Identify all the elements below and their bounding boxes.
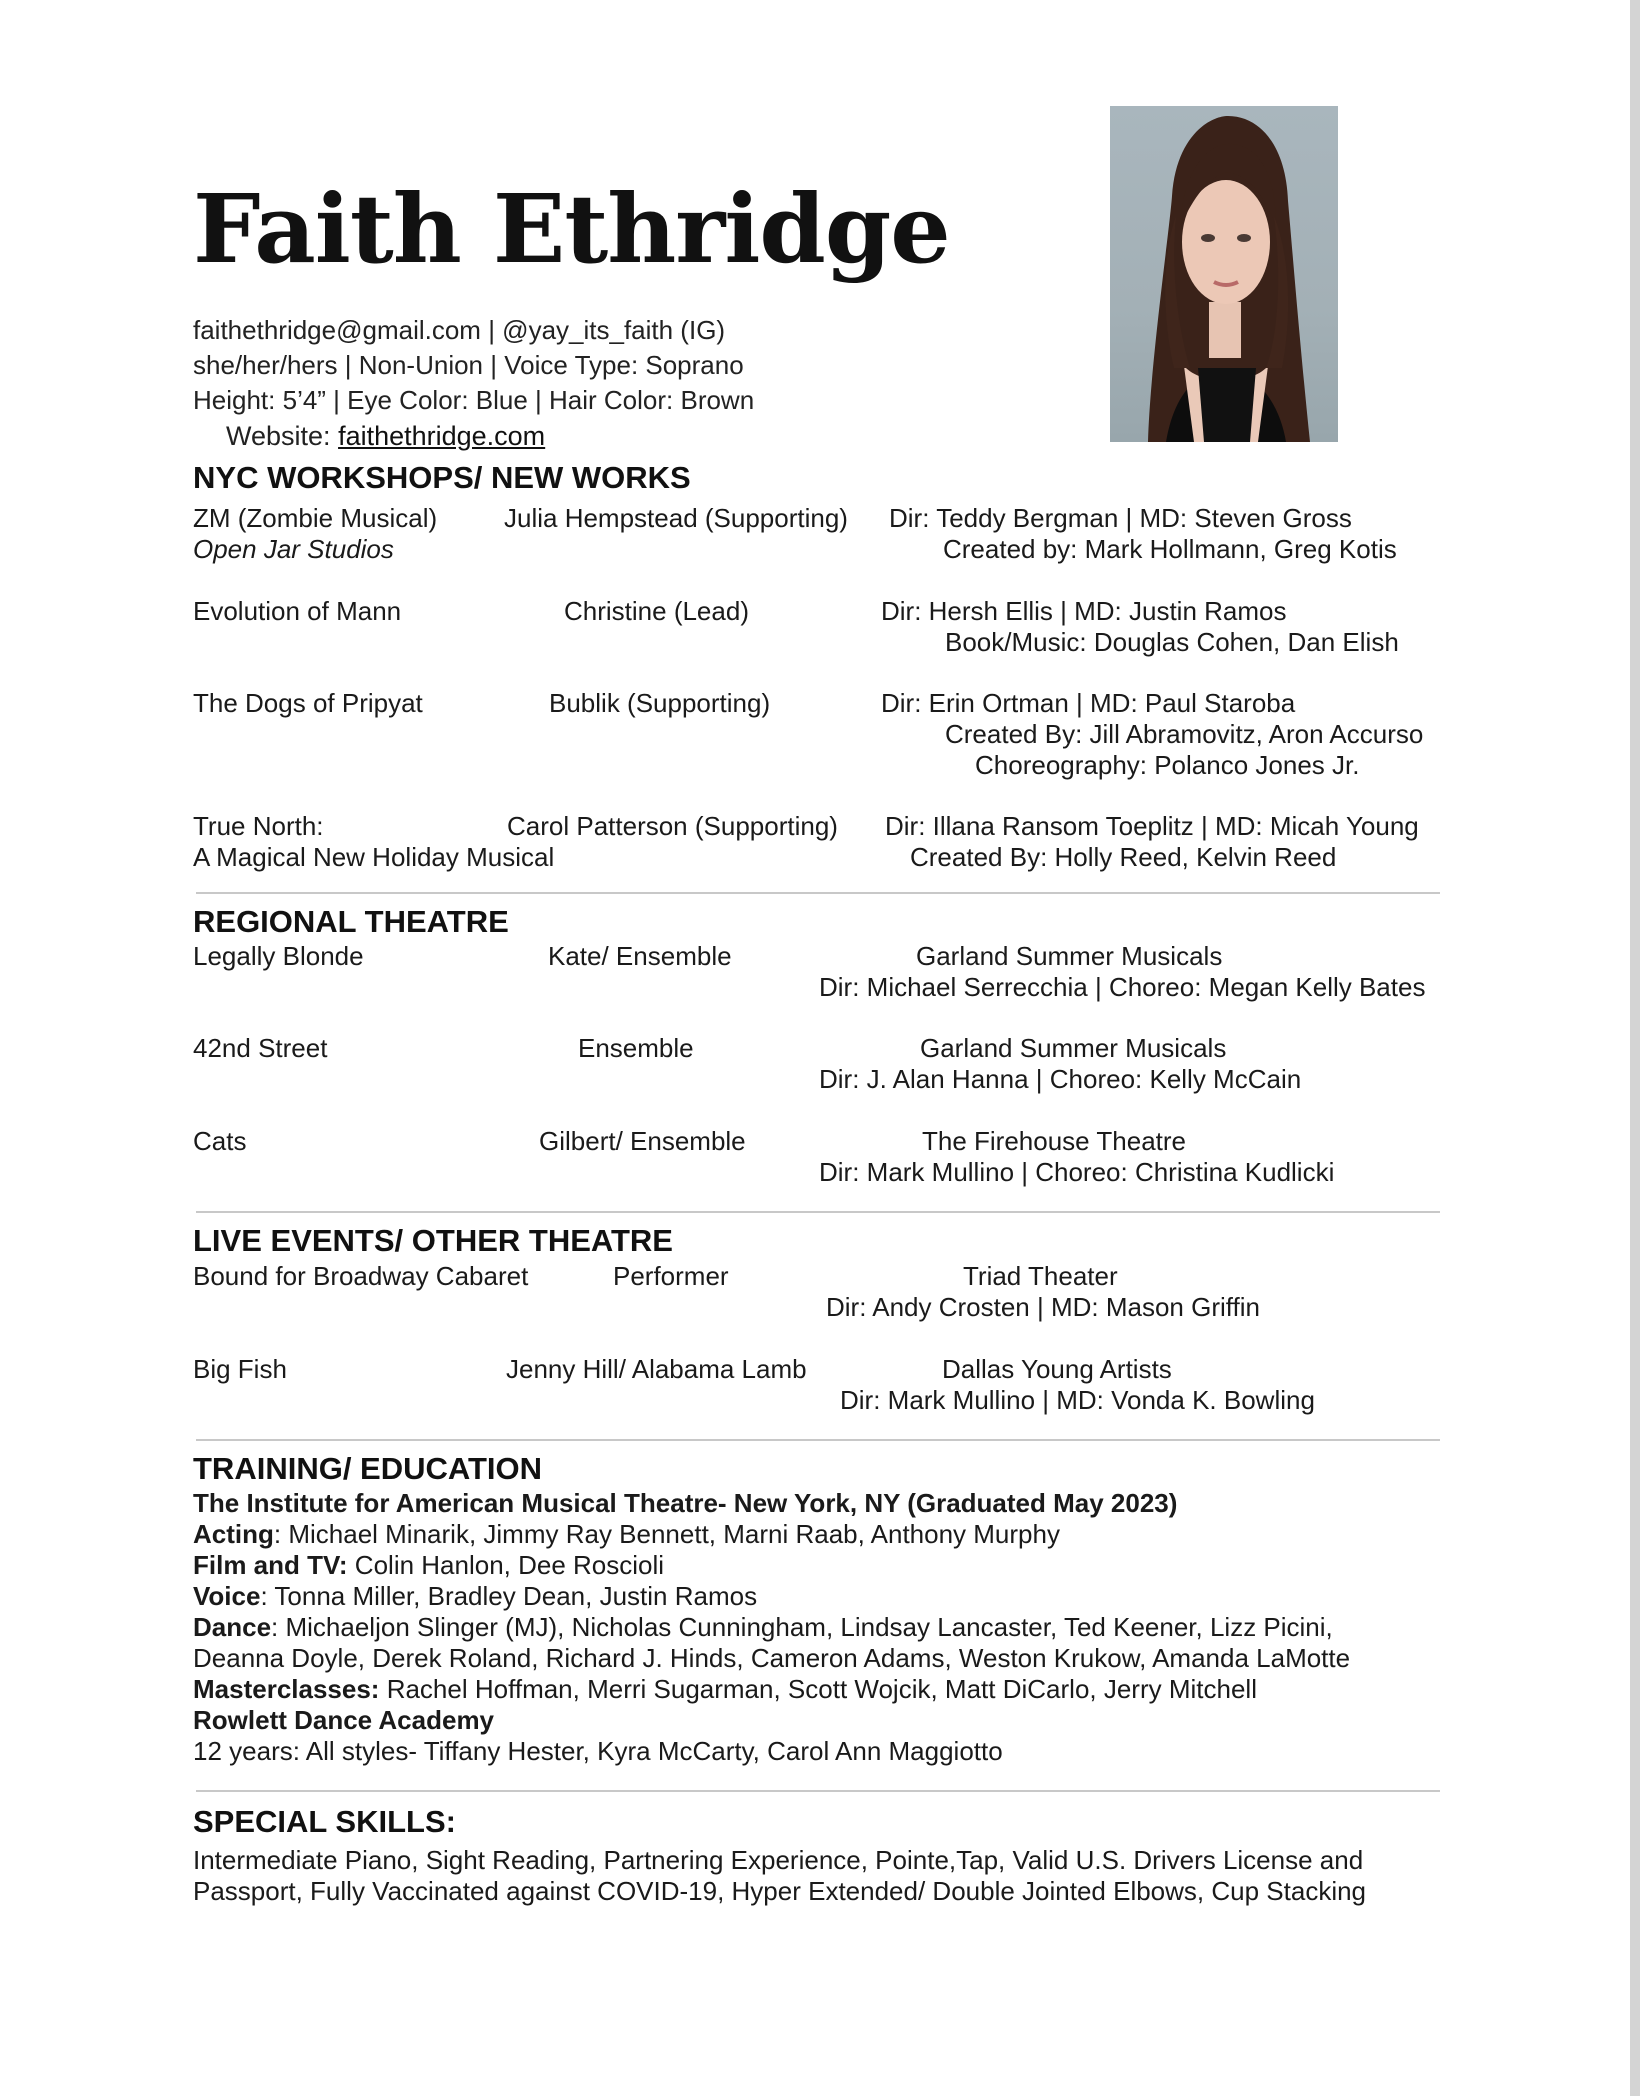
training-acting	[193, 1521, 1060, 1547]
section-divider	[196, 1439, 1440, 1441]
credit-venue: Triad Theater	[963, 1261, 1118, 1291]
website-line	[226, 423, 545, 450]
section-divider	[196, 1211, 1440, 1213]
credit-venue: The Firehouse Theatre	[922, 1126, 1186, 1156]
credit-subtitle: Open Jar Studios	[193, 534, 394, 564]
training-dance-years: 12 years: All styles- Tiffany Hester, Kyra McCarty, Carol Ann Maggiotto	[193, 1736, 1003, 1766]
credit-venue: Garland Summer Musicals	[920, 1033, 1227, 1063]
credit-role: Julia Hempstead (Supporting)	[504, 503, 848, 533]
headshot-photo	[1110, 106, 1338, 442]
training-teachers: : Michael Minarik, Jimmy Ray Bennett, Marni Raab, Anthony Murphy	[273, 1519, 1060, 1549]
contact-line-email: faithethridge@gmail.com | @yay_its_faith (IG)	[193, 315, 726, 345]
credit-venue: Garland Summer Musicals	[916, 941, 1223, 971]
credit-title: Legally Blonde	[193, 941, 364, 971]
training-label: Voice	[193, 1581, 261, 1611]
credit-venue: Dallas Young Artists	[942, 1354, 1172, 1384]
credit-title: ZM (Zombie Musical)	[193, 503, 438, 533]
credit-title: The Dogs of Pripyat	[193, 688, 423, 718]
contact-line-union: she/her/hers | Non-Union | Voice Type: Soprano	[193, 350, 744, 380]
training-dance-school: Rowlett Dance Academy	[193, 1705, 495, 1735]
training-film	[193, 1552, 664, 1578]
credit-line: Dir: Andy Crosten | MD: Mason Griffin	[826, 1292, 1260, 1322]
website-link[interactable]: faithethridge.com	[338, 421, 546, 451]
section-heading-training: TRAINING/ EDUCATION	[193, 1451, 543, 1486]
credit-title: Evolution of Mann	[193, 596, 402, 626]
resume-name: Faith Ethridge	[193, 174, 950, 285]
website-label: Website:	[226, 421, 339, 451]
credit-title: Big Fish	[193, 1354, 287, 1384]
training-school: The Institute for American Musical Theatre- New York, NY (Graduated May 2023)	[193, 1488, 1178, 1518]
credit-line: Dir: Illana Ransom Toeplitz | MD: Micah Young	[885, 811, 1419, 841]
credit-line: Dir: Teddy Bergman | MD: Steven Gross	[889, 503, 1352, 533]
credit-line: Dir: Hersh Ellis | MD: Justin Ramos	[881, 596, 1287, 626]
contact-line-physical: Height: 5’4” | Eye Color: Blue | Hair Color: Brown	[193, 385, 755, 415]
credit-line: Created By: Holly Reed, Kelvin Reed	[910, 842, 1337, 872]
section-divider	[196, 1790, 1440, 1792]
credit-line: Dir: Mark Mullino | MD: Vonda K. Bowling	[840, 1385, 1315, 1415]
section-heading-nyc: NYC WORKSHOPS/ NEW WORKS	[193, 460, 691, 495]
training-teachers: : Tonna Miller, Bradley Dean, Justin Ramos	[260, 1581, 758, 1611]
skills-line: Intermediate Piano, Sight Reading, Partnering Experience, Pointe,Tap, Valid U.S. Drivers License and	[193, 1845, 1364, 1875]
credit-role: Performer	[613, 1261, 729, 1291]
credit-line: Dir: Michael Serrecchia | Choreo: Megan Kelly Bates	[819, 972, 1426, 1002]
credit-line: Created by: Mark Hollmann, Greg Kotis	[943, 534, 1397, 564]
training-masterclasses	[193, 1676, 1257, 1702]
credit-role: Christine (Lead)	[564, 596, 749, 626]
training-dance	[193, 1614, 1333, 1640]
page-edge	[1630, 0, 1640, 2096]
headshot-illustration	[1110, 106, 1338, 442]
training-teachers: : Michaeljon Slinger (MJ), Nicholas Cunningham, Lindsay Lancaster, Ted Keener, Lizz Picini,	[271, 1612, 1333, 1642]
credit-title: 42nd Street	[193, 1033, 328, 1063]
credit-line: Dir: J. Alan Hanna | Choreo: Kelly McCain	[819, 1064, 1302, 1094]
credit-role: Bublik (Supporting)	[549, 688, 771, 718]
training-label: Film and TV:	[193, 1550, 348, 1580]
credit-role: Gilbert/ Ensemble	[539, 1126, 746, 1156]
section-heading-live: LIVE EVENTS/ OTHER THEATRE	[193, 1223, 673, 1258]
credit-role: Carol Patterson (Supporting)	[507, 811, 838, 841]
credit-line: Dir: Erin Ortman | MD: Paul Staroba	[881, 688, 1296, 718]
section-heading-skills: SPECIAL SKILLS:	[193, 1804, 456, 1839]
training-dance-cont: Deanna Doyle, Derek Roland, Richard J. Hinds, Cameron Adams, Weston Krukow, Amanda LaMotte	[193, 1643, 1351, 1673]
credit-role: Ensemble	[578, 1033, 694, 1063]
skills-line: Passport, Fully Vaccinated against COVID-19, Hyper Extended/ Double Jointed Elbows, Cup Stacking	[193, 1876, 1367, 1906]
training-label: Dance	[193, 1612, 272, 1642]
credit-line: Book/Music: Douglas Cohen, Dan Elish	[945, 627, 1399, 657]
credit-role: Jenny Hill/ Alabama Lamb	[506, 1354, 807, 1384]
section-heading-regional: REGIONAL THEATRE	[193, 904, 509, 939]
training-teachers: Rachel Hoffman, Merri Sugarman, Scott Wojcik, Matt DiCarlo, Jerry Mitchell	[379, 1674, 1257, 1704]
credit-line: Created By: Jill Abramovitz, Aron Accurso	[945, 719, 1424, 749]
credit-title: True North:	[193, 811, 324, 841]
credit-title: Bound for Broadway Cabaret	[193, 1261, 529, 1291]
training-teachers: Colin Hanlon, Dee Roscioli	[347, 1550, 665, 1580]
training-label: Acting	[193, 1519, 274, 1549]
training-voice	[193, 1583, 757, 1609]
training-label: Masterclasses:	[193, 1674, 380, 1704]
credit-line: Choreography: Polanco Jones Jr.	[975, 750, 1360, 780]
credit-title: Cats	[193, 1126, 247, 1156]
section-divider	[196, 892, 1440, 894]
credit-line: Dir: Mark Mullino | Choreo: Christina Kudlicki	[819, 1157, 1335, 1187]
credit-subtitle: A Magical New Holiday Musical	[193, 842, 555, 872]
credit-role: Kate/ Ensemble	[548, 941, 732, 971]
